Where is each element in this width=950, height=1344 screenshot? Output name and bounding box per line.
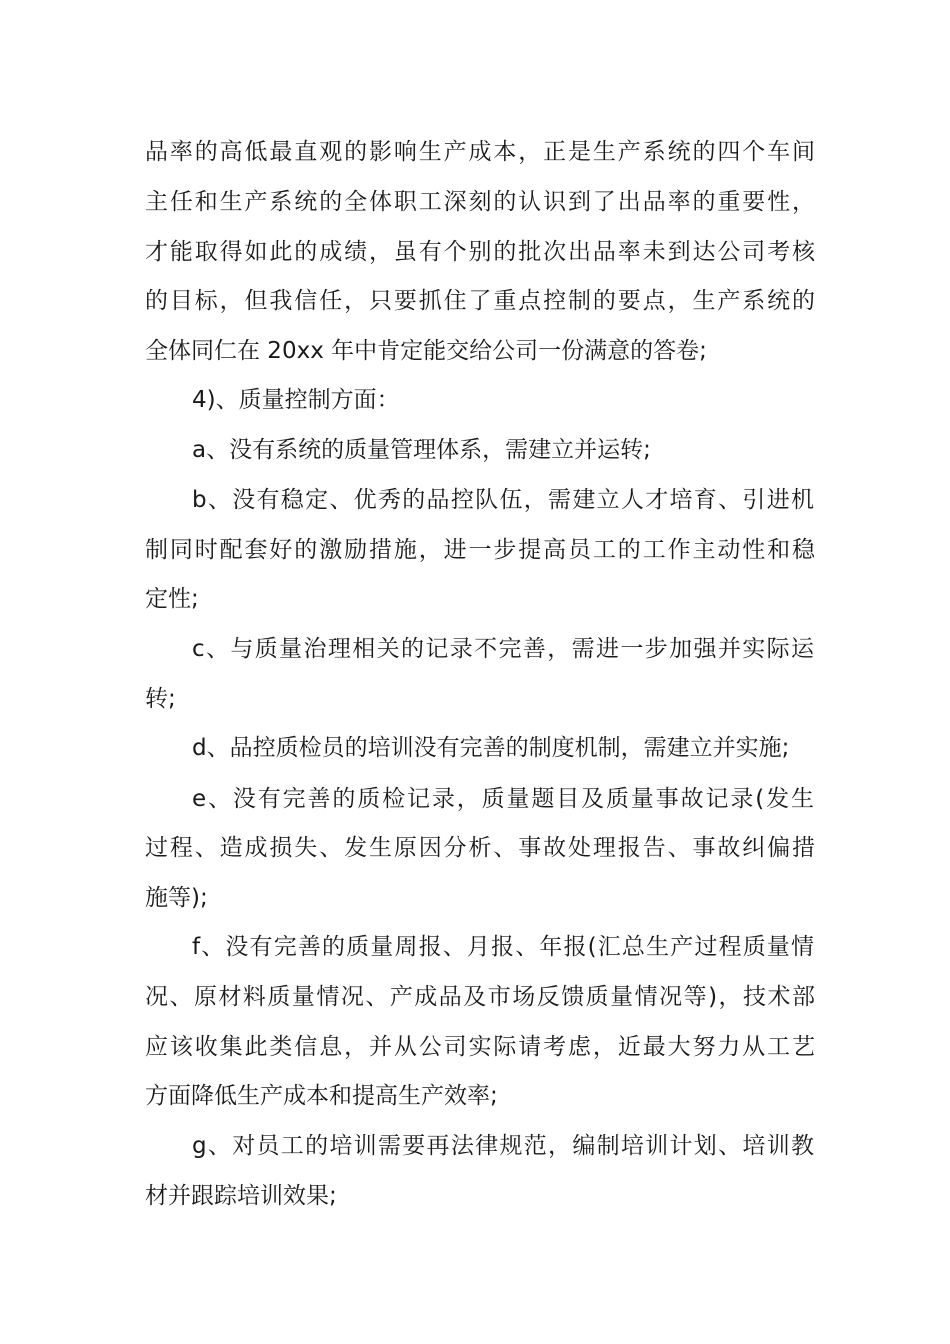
section-heading: 4)、质量控制方面：: [192, 387, 400, 413]
list-item-g-continued: 材并跟踪培训效果;: [145, 1183, 337, 1209]
list-item-f: f、没有完善的质量周报、月报、年报(汇总生产过程质量情: [192, 934, 814, 960]
list-item-c-continued: 转;: [145, 686, 176, 712]
list-item-b-continued: 制同时配套好的激励措施，进一步提高员工的工作主动性和稳: [145, 537, 815, 563]
body-text-line: 的目标，但我信任，只要抓住了重点控制的要点，生产系统的: [145, 288, 815, 314]
list-item-a: a、没有系统的质量管理体系，需建立并运转;: [192, 437, 651, 463]
list-item-g: g、对员工的培训需要再法律规范，编制培训计划、培训教: [192, 1133, 814, 1159]
body-text-line: 主任和生产系统的全体职工深刻的认识到了出品率的重要性，: [145, 189, 815, 215]
list-item-e-continued: 施等);: [145, 885, 208, 911]
list-item-f-continued: 应该收集此类信息，并从公司实际请考虑，近最大努力从工艺: [145, 1034, 815, 1060]
body-text-line: 品率的高低最直观的影响生产成本，正是生产系统的四个车间: [145, 139, 815, 165]
list-item-f-continued: 况、原材料质量情况、产成品及市场反馈质量情况等)，技术部: [145, 984, 815, 1010]
list-item-d: d、品控质检员的培训没有完善的制度机制，需建立并实施;: [192, 735, 790, 761]
body-text-line: 才能取得如此的成绩，虽有个别的批次出品率未到达公司考核: [145, 239, 815, 265]
list-item-f-continued: 方面降低生产成本和提高生产效率;: [145, 1083, 498, 1109]
list-item-b: b、没有稳定、优秀的品控队伍，需建立人才培育、引进机: [192, 487, 814, 513]
body-text-line: 全体同仁在 20xx 年中肯定能交给公司一份满意的答卷;: [145, 338, 707, 364]
list-item-c: c、与质量治理相关的记录不完善，需进一步加强并实际运: [192, 636, 814, 662]
list-item-e: e、没有完善的质检记录，质量题目及质量事故记录(发生: [192, 786, 814, 812]
list-item-b-continued: 定性;: [145, 586, 199, 612]
list-item-e-continued: 过程、造成损失、发生原因分析、事故处理报告、事故纠偏措: [145, 835, 815, 861]
